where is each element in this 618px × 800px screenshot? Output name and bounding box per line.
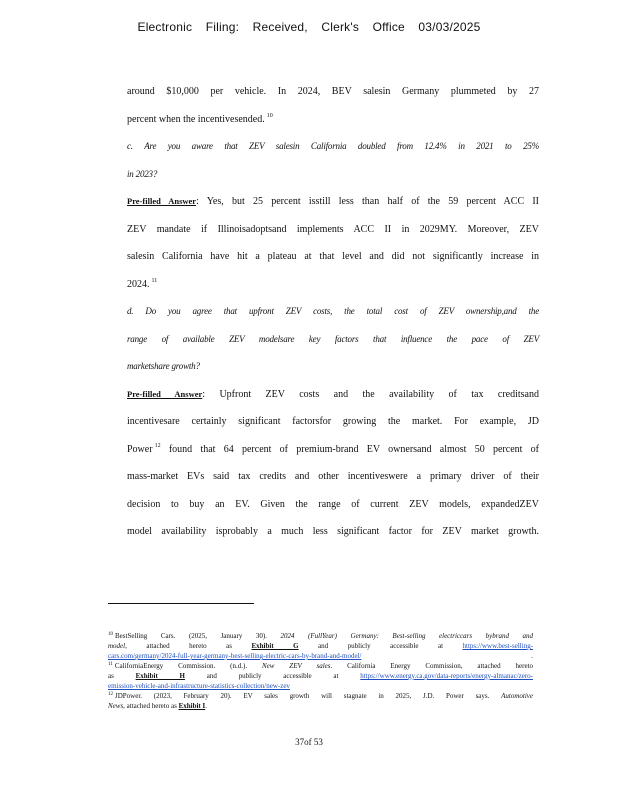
footnote-link[interactable]: https://www.best-selling- xyxy=(462,642,534,650)
footnote-text: , attached hereto as xyxy=(123,702,177,710)
answer-text: Power xyxy=(127,443,153,455)
answer-d-line: model availability isprobably a much less significant factor for ZEV market growth. xyxy=(127,526,539,537)
exhibit-reference: Exhibit H xyxy=(135,672,185,680)
footnote-title: News xyxy=(108,702,124,710)
answer-d-line: decision to buy an EV. Given the range of current ZEV models, expandedZEV xyxy=(127,498,539,510)
footnote-separator xyxy=(108,603,254,604)
document-body xyxy=(127,78,539,546)
footnote-10 xyxy=(108,631,533,641)
footnote-text: and publicly accessible at xyxy=(318,642,444,650)
footnote-text: . xyxy=(531,652,533,660)
footnote-number: 12 xyxy=(108,691,113,697)
page-number: 37of 53 xyxy=(295,737,323,747)
question-c-line: c. Are you aware that ZEV salesin California doubled from 12.4% in 2021 to 25% xyxy=(127,141,539,151)
answer-text: 2024. xyxy=(127,278,150,290)
footnote-link[interactable]: emission-vehicle-and-infrastructure-statistics-collection/new-zev xyxy=(108,682,290,690)
footnote-11-cont xyxy=(108,671,533,681)
footnote-text: . xyxy=(205,702,207,710)
footnote-10-cont xyxy=(108,651,533,661)
footnote-text: and publicly accessible at xyxy=(206,672,339,680)
footnote-ref-10[interactable]: 10 xyxy=(266,113,273,120)
footnote-title: model xyxy=(108,642,126,650)
answer-label: Pre-filled Answer xyxy=(127,388,203,399)
paragraph-line xyxy=(127,106,539,134)
exhibit-reference: Exhibit G xyxy=(251,642,299,650)
footnote-link[interactable]: cars.com/germany/2024-full-year-germany-best-selling-electric-cars-by-brand-and-model/ xyxy=(108,652,362,660)
paragraph-line: around $10,000 per vehicle. In 2024, BEV salesin Germany plummeted by 27 xyxy=(127,86,539,97)
answer-d-line: incentivesare certainly significant factorsfor growing the market. For example, JD xyxy=(127,416,539,427)
footnote-number: 10 xyxy=(108,631,113,637)
answer-label: Pre-filled Answer xyxy=(127,196,197,206)
footnote-text: JDPower. (2023, February 20). EV sales growth will stagnate in 2025, J.D. Power says. xyxy=(115,692,490,700)
footnote-number: 11 xyxy=(108,661,113,667)
paragraph-text: percent when the incentivesended. xyxy=(127,113,265,125)
answer-text: : Yes, but 25 percent isstill less than half of the 59 percent ACC II xyxy=(196,196,539,207)
footnote-ref-11[interactable]: 11 xyxy=(151,278,158,285)
footnote-text: CaliforniaEnergy Commission. (n.d.). xyxy=(114,662,248,670)
question-d-line: marketshare growth? xyxy=(127,361,200,371)
answer-c-line: salesin California have hit a plateau at that level and did not significantly increase in xyxy=(127,251,539,262)
answer-d-line: mass-market EVs said tax credits and other incentiveswere a primary driver of their xyxy=(127,471,539,482)
footnote-11-cont xyxy=(108,681,533,691)
footnote-link[interactable]: https://www.energy.ca.gov/data-reports/energy-almanac/zero- xyxy=(360,672,533,680)
footnote-text: as xyxy=(108,672,114,680)
footnote-title: New ZEV sales xyxy=(261,662,331,670)
footnotes xyxy=(108,631,533,711)
footnote-title: 2024 (FullYear) Germany: Best-selling electriccars bybrand and xyxy=(280,632,533,640)
answer-text: : Upfront ZEV costs and the availability of tax creditsand xyxy=(202,388,539,400)
answer-c-line xyxy=(127,271,539,299)
footnote-12-cont xyxy=(108,701,533,711)
question-c-line: in 2023? xyxy=(127,168,158,179)
answer-text: found that 64 percent of premium-brand EV ownersand almost 50 percent of xyxy=(168,443,540,455)
footnote-text: . California Energy Commission, attached hereto xyxy=(330,662,534,670)
answer-c-line xyxy=(127,188,539,216)
exhibit-reference: Exhibit I xyxy=(178,702,206,710)
footnote-11 xyxy=(108,661,533,671)
filing-header: Electronic Filing: Received, Clerk's Office 03/03/2025 xyxy=(137,20,481,34)
question-d-line: d. Do you agree that upfront ZEV costs, the total cost of ZEV ownership,and the xyxy=(127,306,539,316)
footnote-10-cont xyxy=(108,641,533,651)
answer-d-line xyxy=(127,381,539,409)
question-d-line: range of available ZEV modelsare key factors that influence the pace of ZEV xyxy=(127,333,539,344)
answer-c-line: ZEV mandate if Illinoisadoptsand implements ACC II in 2029MY. Moreover, ZEV xyxy=(127,223,539,235)
footnote-text: BestSelling Cars. (2025, January 30). xyxy=(115,632,267,640)
footnote-title: Automotive xyxy=(501,692,534,700)
footnote-ref-12[interactable]: 12 xyxy=(154,443,161,450)
footnote-text: , attached hereto as xyxy=(125,642,232,650)
footnote-12 xyxy=(108,691,533,701)
answer-d-line xyxy=(127,436,539,464)
